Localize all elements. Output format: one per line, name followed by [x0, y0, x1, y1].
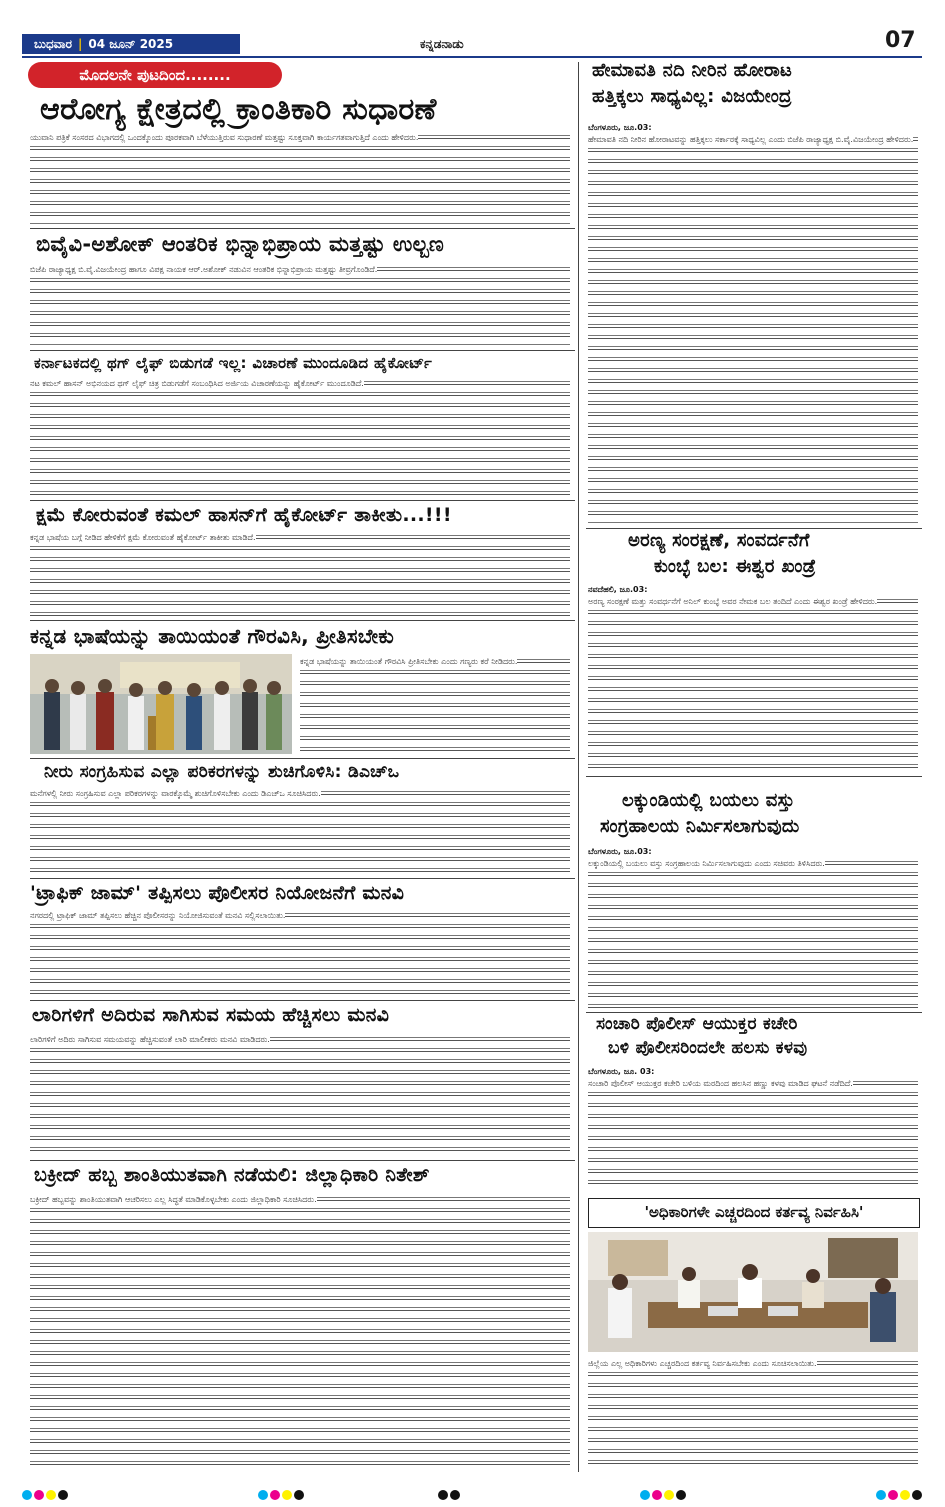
- headline-officers-duty: 'ಅಧಿಕಾರಿಗಳೇ ಎಚ್ಚರದಿಂದ ಕರ್ತವ್ಯ ನಿರ್ವಹಿಸಿ': [588, 1198, 920, 1228]
- divider: [30, 620, 575, 621]
- day-label: ಬುಧವಾರ: [34, 37, 72, 51]
- article-traffic-text: ನಗರದಲ್ಲಿ ಟ್ರಾಫಿಕ್ ಜಾಮ್ ತಪ್ಪಿಸಲು ಹೆಚ್ಚಿನ ಪೊಲೀಸರನ್ನು ನಿಯೋಜಿಸುವಂತೆ ಮನವಿ ಸಲ್ಲಿಸಲಾಯಿತು.: [30, 911, 286, 920]
- article-hemavathi-text: ಹೇಮಾವತಿ ನದಿ ನೀರಿನ ಹೋರಾಟವನ್ನು ಹತ್ತಿಕ್ಕಲು ಸರ್ಕಾರಕ್ಕೆ ಸಾಧ್ಯವಿಲ್ಲ ಎಂದು ಬಿಜೆಪಿ ರಾಜ್ಯಾಧ್ಯಕ್ಷ ಬಿ.ವೈ.ವಿಜಯೇಂದ್ರ ಹೇಳಿದರು.: [588, 135, 914, 144]
- page-number: 07: [885, 28, 916, 53]
- divider: [30, 1160, 575, 1161]
- headline-lakkundi-2: ಸಂಗ್ರಹಾಲಯ ನಿರ್ಮಿಸಲಾಗುವುದು: [600, 816, 800, 837]
- dateline-lakkundi: ಬೆಂಗಳೂರು, ಜೂ.03:: [588, 847, 652, 856]
- headline-traffic-jam: 'ಟ್ರಾಫಿಕ್ ಜಾಮ್' ತಪ್ಪಿಸಲು ಪೊಲೀಸರ ನಿಯೋಜನೆಗೆ ಮನವಿ: [30, 882, 405, 904]
- article-hemavathi-body: [588, 134, 918, 524]
- headline-bakrid: ಬಕ್ರೀದ್ ಹಬ್ಬ ಶಾಂತಿಯುತವಾಗಿ ನಡೆಯಲಿ: ಜಿಲ್ಲಾಧಿಕಾರಿ ನಿತೇಶ್: [34, 1164, 430, 1186]
- article-bakrid-body: [30, 1194, 570, 1470]
- column-divider: [578, 62, 579, 1472]
- article-kannada-body: [300, 656, 570, 752]
- date-bar: ಬುಧವಾರ | 04 ಜೂನ್ 2025: [22, 34, 240, 54]
- article-officers-text: ಜಿಲ್ಲೆಯ ಎಲ್ಲ ಅಧಿಕಾರಿಗಳು ಎಚ್ಚರದಿಂದ ಕರ್ತವ್ಯ ನಿರ್ವಹಿಸಬೇಕು ಎಂದು ಸೂಚಿಸಲಾಯಿತು.: [588, 1359, 817, 1368]
- article-halasu-body: [588, 1078, 918, 1190]
- headline-health-reform: ಆರೋಗ್ಯ ಕ್ಷೇತ್ರದಲ್ಲಿ ಕ್ರಾಂತಿಕಾರಿ ಸುಧಾರಣೆ: [40, 92, 437, 127]
- headline-byv-ashok: ಬಿವೈವಿ-ಅಶೋಕ್ ಆಂತರಿಕ ಭಿನ್ನಾಭಿಪ್ರಾಯ ಮತ್ತಷ್ಟು ಉಲ್ಬಣ: [36, 232, 445, 256]
- article-health-body: [30, 132, 570, 224]
- article-kamal-body: [30, 532, 570, 616]
- headline-hemavathi-2: ಹತ್ತಿಕ್ಕಲು ಸಾಧ್ಯವಿಲ್ಲ: ವಿಜಯೇಂದ್ರ: [592, 86, 792, 107]
- article-aranya-body: [588, 596, 918, 772]
- divider: [586, 1012, 922, 1013]
- headline-halasu-1: ಸಂಚಾರಿ ಪೊಲೀಸ್ ಆಯುಕ್ತರ ಕಚೇರಿ: [596, 1014, 798, 1034]
- dateline-hemavathi: ಬೆಂಗಳೂರು, ಜೂ.03:: [588, 123, 652, 132]
- divider: [30, 878, 575, 879]
- headline-hemavathi-1: ಹೇಮಾವತಿ ನದಿ ನೀರಿನ ಹೋರಾಟ: [592, 60, 793, 81]
- article-health-text: ಯುವಾನಿ ಪತ್ರಿಕೆ ಸಂಸರದ ವಿಭಾಗದಲ್ಲಿ ಒಂದಕ್ಕೊಂದು ಪೂರಕವಾಗಿ ಬೆಳೆಯುತ್ತಿರುವ ಸುಧಾರಣೆ ಮತ್ತಷ್ಟು ಸೂಕ್ತವಾಗಿ ಕಾರ್ಯಗತವಾಗುತ್ತಿದೆ ಎಂದು ಹೇಳಿದರು.: [30, 133, 419, 142]
- event-photo: [30, 654, 292, 754]
- article-byv-text: ಬಿಜೆಪಿ ರಾಜ್ಯಾಧ್ಯಕ್ಷ ಬಿ.ವೈ.ವಿಜಯೇಂದ್ರ ಹಾಗೂ ವಿಪಕ್ಷ ನಾಯಕ ಆರ್.ಅಶೋಕ್ ನಡುವಿನ ಆಂತರಿಕ ಭಿನ್ನಾಭಿಪ್ರಾಯ ಮತ್ತಷ್ಟು ತೀವ್ರಗೊಂಡಿದೆ.: [30, 265, 378, 274]
- headline-lorry-timing: ಲಾರಿಗಳಿಗೆ ಅದಿರುವ ಸಾಗಿಸುವ ಸಮಯ ಹೆಚ್ಚಿಸಲು ಮನವಿ: [32, 1004, 390, 1026]
- article-traffic-body: [30, 910, 570, 996]
- article-lakkundi-text: ಲಕ್ಕುಂಡಿಯಲ್ಲಿ ಬಯಲು ವಸ್ತು ಸಂಗ್ರಹಾಲಯ ನಿರ್ಮಿಸಲಾಗುವುದು ಎಂದು ಸಚಿವರು ತಿಳಿಸಿದರು.: [588, 859, 825, 868]
- masthead-logo: ಕನ್ನಡನಾಡು: [420, 37, 464, 51]
- divider: [586, 528, 922, 529]
- article-kannada-text: ಕನ್ನಡ ಭಾಷೆಯನ್ನು ತಾಯಿಯಂತೆ ಗೌರವಿಸಿ ಪ್ರೀತಿಸಬೇಕು ಎಂದು ಗಣ್ಯರು ಕರೆ ನೀಡಿದರು.: [300, 657, 518, 666]
- divider: [30, 228, 575, 229]
- article-lakkundi-body: [588, 858, 918, 1010]
- headline-kamal-apology: ಕ್ಷಮೆ ಕೋರುವಂತೆ ಕಮಲ್ ಹಾಸನ್‌ಗೆ ಹೈಕೋರ್ಟ್ ತಾಕೀತು...!!!: [36, 504, 452, 526]
- divider: [30, 500, 575, 501]
- article-thug-body: [30, 378, 570, 496]
- article-aranya-text: ಅರಣ್ಯ ಸಂರಕ್ಷಣೆ ಮತ್ತು ಸಂವರ್ಧನೆಗೆ ಅನಿಲ್ ಕುಂಬ್ಳೆ ಅವರ ನೇಮಕ ಬಲ ತಂದಿದೆ ಎಂದು ಈಶ್ವರ ಖಂಡ್ರೆ ಹೇಳಿದರು.: [588, 597, 878, 606]
- article-lorry-text: ಲಾರಿಗಳಿಗೆ ಅದಿರು ಸಾಗಿಸುವ ಸಮಯವನ್ನು ಹೆಚ್ಚಿಸುವಂತೆ ಲಾರಿ ಮಾಲೀಕರು ಮನವಿ ಮಾಡಿದರು.: [30, 1035, 270, 1044]
- headline-halasu-2: ಬಳಿ ಪೊಲೀಸರಿಂದಲೇ ಹಲಸು ಕಳವು: [608, 1038, 808, 1058]
- article-officers-body: [588, 1358, 918, 1470]
- headline-water-cleaning: ನೀರು ಸಂಗ್ರಹಿಸುವ ಎಲ್ಲಾ ಪರಿಕರಗಳನ್ನು ಶುಚಿಗೊಳಿಸಿ: ಡಿಎಚ್‌ಒ: [44, 762, 400, 782]
- headline-thug-life: ಕರ್ನಾಟಕದಲ್ಲಿ ಥಗ್ ಲೈಫ್ ಬಿಡುಗಡೆ ಇಲ್ಲ: ವಿಚಾರಣೆ ಮುಂದೂಡಿದ ಹೈಕೋರ್ಟ್: [34, 354, 433, 372]
- date-label: 04 ಜೂನ್ 2025: [88, 37, 174, 51]
- article-water-text: ಮನೆಗಳಲ್ಲಿ ನೀರು ಸಂಗ್ರಹಿಸುವ ಎಲ್ಲಾ ಪರಿಕರಗಳನ್ನು ವಾರಕ್ಕೊಮ್ಮೆ ಶುಚಿಗೊಳಿಸಬೇಕು ಎಂದು ಡಿಎಚ್‌ಒ ಸೂಚಿಸಿದರು.: [30, 789, 321, 798]
- article-water-body: [30, 788, 570, 874]
- article-kamal-text: ಕನ್ನಡ ಭಾಷೆಯ ಬಗ್ಗೆ ನೀಡಿದ ಹೇಳಿಕೆಗೆ ಕ್ಷಮೆ ಕೋರುವಂತೆ ಹೈಕೋರ್ಟ್ ತಾಕೀತು ಮಾಡಿದೆ.: [30, 533, 256, 542]
- headline-lakkundi-1: ಲಕ್ಕುಂಡಿಯಲ್ಲಿ ಬಯಲು ವಸ್ತು: [622, 790, 795, 811]
- article-lorry-body: [30, 1034, 570, 1156]
- headline-aranya-2: ಕುಂಬ್ಳೆ ಬಲ: ಈಶ್ವರ ಖಂಡ್ರೆ: [654, 556, 816, 577]
- divider: [30, 758, 575, 759]
- dateline-aranya: ನವದೆಹಲಿ, ಜೂ.03:: [588, 585, 648, 594]
- article-byv-body: [30, 264, 570, 346]
- divider: [586, 776, 922, 777]
- divider: [30, 350, 575, 351]
- dateline-halasu: ಬೆಂಗಳೂರು, ಜೂ. 03:: [588, 1067, 655, 1076]
- headline-kannada-respect: ಕನ್ನಡ ಭಾಷೆಯನ್ನು ತಾಯಿಯಂತೆ ಗೌರವಿಸಿ, ಪ್ರೀತಿಸಬೇಕು: [30, 624, 395, 648]
- article-thug-text: ನಟ ಕಮಲ್ ಹಾಸನ್ ಅಭಿನಯದ ಥಗ್ ಲೈಫ್ ಚಿತ್ರ ಬಿಡುಗಡೆಗೆ ಸಂಬಂಧಿಸಿದ ಅರ್ಜಿಯ ವಿಚಾರಣೆಯನ್ನು ಹೈಕೋರ್ಟ್ ಮುಂದೂಡಿದೆ.: [30, 379, 364, 388]
- article-halasu-text: ಸಂಚಾರಿ ಪೊಲೀಸ್ ಆಯುಕ್ತರ ಕಚೇರಿ ಬಳಿಯ ಮರದಿಂದ ಹಲಸಿನ ಹಣ್ಣು ಕಳವು ಮಾಡಿದ ಘಟನೆ ನಡೆದಿದೆ.: [588, 1079, 853, 1088]
- meeting-photo: [588, 1232, 918, 1352]
- section-label: ಮೊದಲನೇ ಪುಟದಿಂದ........: [28, 62, 282, 88]
- divider: [30, 1000, 575, 1001]
- article-bakrid-text: ಬಕ್ರೀದ್ ಹಬ್ಬವನ್ನು ಶಾಂತಿಯುತವಾಗಿ ಆಚರಿಸಲು ಎಲ್ಲ ಸಿದ್ಧತೆ ಮಾಡಿಕೊಳ್ಳಬೇಕು ಎಂದು ಜಿಲ್ಲಾಧಿಕಾರಿ ಸೂಚಿಸಿದರು.: [30, 1195, 317, 1204]
- headline-aranya-1: ಅರಣ್ಯ ಸಂರಕ್ಷಣೆ, ಸಂವರ್ದನೆಗೆ: [628, 530, 810, 551]
